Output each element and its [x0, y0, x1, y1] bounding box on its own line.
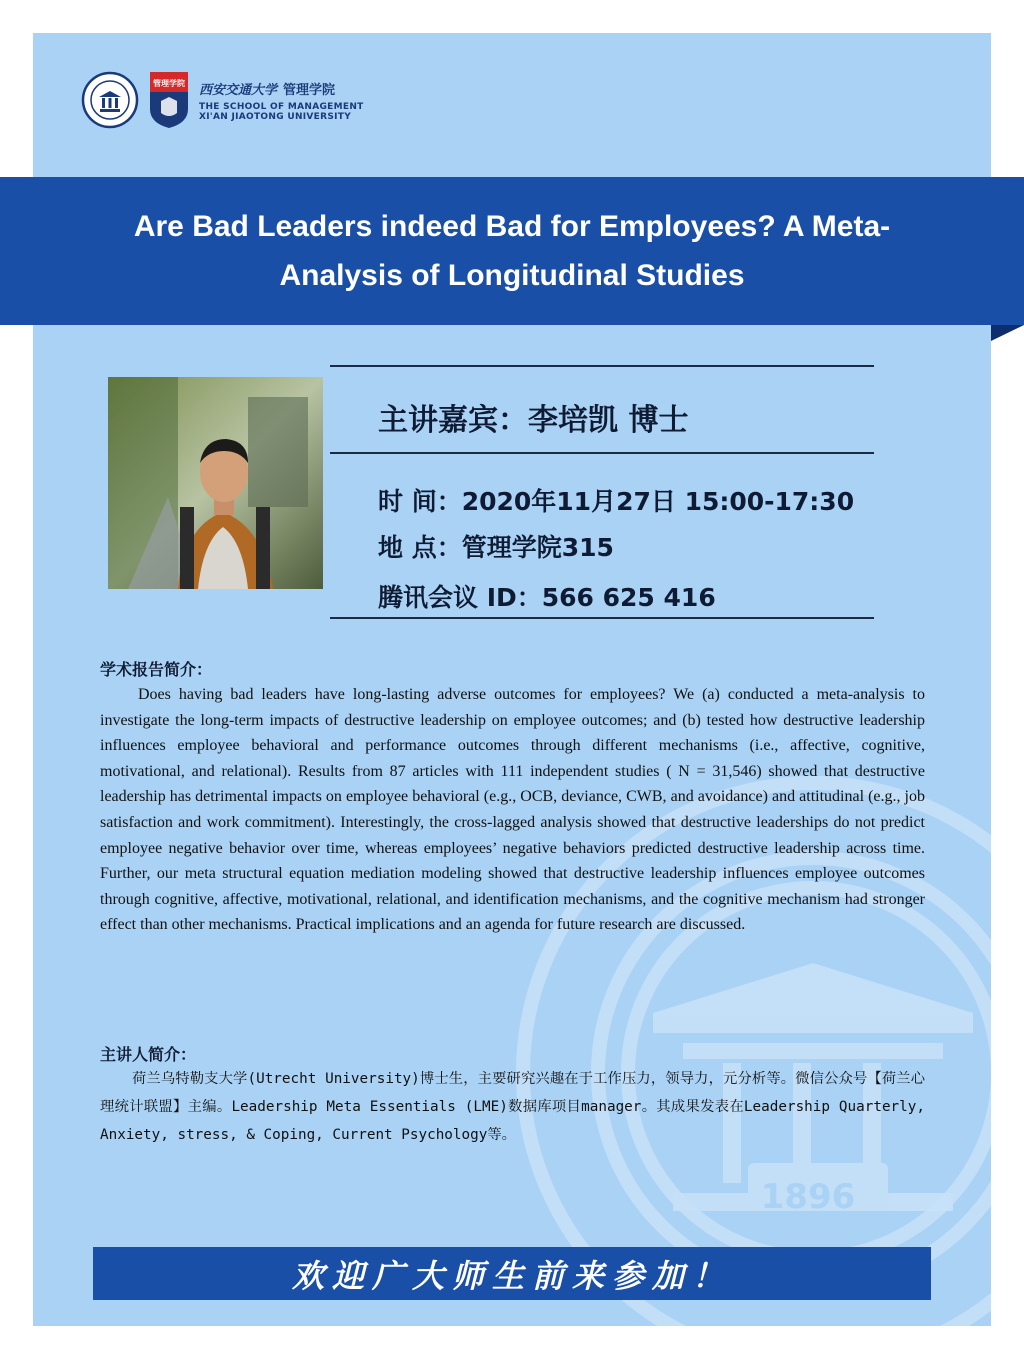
divider-top — [330, 365, 874, 367]
banner-fold — [991, 325, 1024, 341]
abstract-heading: 学术报告简介： — [100, 660, 213, 679]
meeting-id: 腾讯会议 ID：566 625 416 — [378, 583, 716, 612]
event-place: 地 点：管理学院315 — [378, 533, 614, 562]
school-shield-icon — [149, 71, 189, 129]
school-name-cn-script: 西安交通大学 — [199, 82, 278, 98]
divider-middle — [330, 452, 874, 454]
watermark-year: 1896 — [760, 1177, 856, 1217]
bio-heading: 主讲人简介： — [100, 1045, 197, 1064]
divider-bottom — [330, 617, 874, 619]
school-name-en-line1: THE SCHOOL OF MANAGEMENT — [199, 101, 364, 112]
event-time: 时 间：2020年11月27日 15:00-17:30 — [378, 487, 855, 516]
school-name — [199, 79, 364, 122]
school-name-cn: 管理学院 — [283, 82, 336, 98]
shield-badge-text: 管理学院 — [153, 79, 185, 88]
university-seal-icon — [81, 71, 139, 129]
title-banner — [0, 177, 1024, 325]
speaker-name: 主讲嘉宾：李培凯 博士 — [378, 403, 689, 438]
speaker-photo — [108, 377, 323, 589]
abstract-body: Does having bad leaders have long-lasting adverse outcomes for employees? We (a) conducted a meta-analysis to investigate the long-term impacts of destructive leadership on employee outcomes; and (b) tested how destructive leadership influences employee behavioral and performance outcomes through different mechanisms (i.e., affective, cognitive, motivational, and relational). Results from 87 articles with 111 independent studies ( N = 31,546) showed that destructive leadership has detrimental impacts on employee behavioral (e.g., OCB, deviance, CWB, and avoidance) and attitudinal (e.g., job satisfaction and work commitment). Interestingly, the cross-lagged analysis showed that destructive leaderships do not predict employee negative behavior over time, whereas employees’ negative behaviors predicted destructive leadership across time. Further, our meta structural equation mediation modeling showed that destructive leadership influences employee outcomes through cognitive, affective, motivational, relational, and identification mechanisms, and the cognitive mechanism had stronger effect than other mechanisms. Practical implications and an agenda for future research are discussed. — [100, 686, 925, 934]
talk-title: Are Bad Leaders indeed Bad for Employees? A Meta-Analysis of Longitudinal Studies — [133, 210, 891, 292]
school-logo-group — [81, 71, 364, 129]
bio-body: 荷兰乌特勒支大学(Utrecht University)博士生，主要研究兴趣在于工作压力，领导力，元分析等。微信公众号【荷兰心理统计联盟】主编。Leadership Meta Essentials (LME)数据库项目manager。其成果发表在Leadership Quarterly, Anxiety, stress, & Coping, Current Psychology等。 — [100, 1071, 925, 1143]
school-name-en-line2: XI'AN JIAOTONG UNIVERSITY — [199, 111, 352, 122]
welcome-banner: 欢迎广大师生前来参加！ — [93, 1247, 931, 1300]
